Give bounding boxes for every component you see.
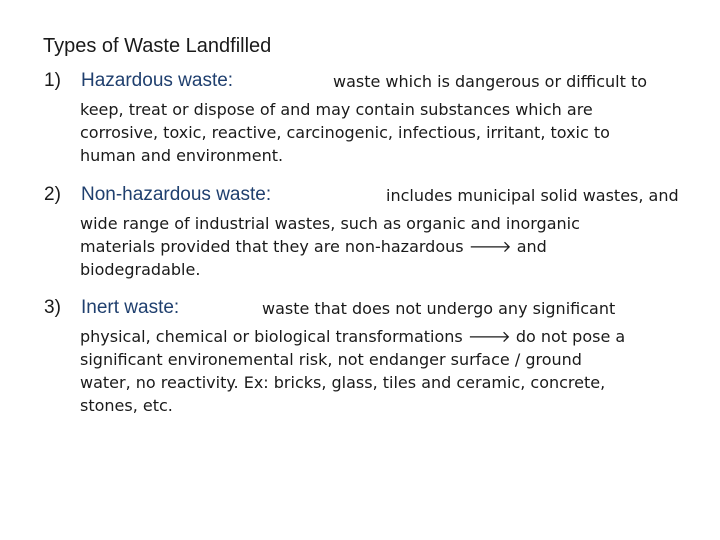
arrow-right-icon: 🡒 (468, 237, 512, 256)
item-term: Hazardous waste: (81, 70, 234, 91)
list-item-non-hazardous-waste (44, 184, 684, 281)
item-body-line-text: physical, chemical or biological transformations (80, 327, 463, 346)
item-body (80, 212, 684, 281)
item-first-line (44, 297, 684, 325)
item-body-line: biodegradable. (80, 260, 201, 279)
item-term: Inert waste: (81, 297, 180, 318)
arrow-right-icon: 🡒 (467, 327, 511, 346)
item-lead-text: includes municipal solid wastes, and (386, 186, 679, 205)
item-body-line: significant environemental risk, not endanger surface / ground (80, 350, 582, 369)
item-body-line-text: materials provided that they are non-hazardous (80, 237, 464, 256)
item-term: Non-hazardous waste: (81, 184, 272, 205)
item-body-line: keep, treat or dispose of and may contain substances which are (80, 100, 593, 119)
item-body-line: corrosive, toxic, reactive, carcinogenic, infectious, irritant, toxic to (80, 123, 610, 142)
item-first-line (44, 184, 684, 212)
item-body-line-text: do not pose a (515, 327, 626, 346)
item-first-line (44, 70, 684, 98)
item-body (80, 325, 684, 417)
item-body-line-text: and (516, 237, 547, 256)
item-number: 3) (44, 297, 61, 318)
item-body-line: water, no reactivity. Ex: bricks, glass, tiles and ceramic, concrete, (80, 373, 606, 392)
item-body (80, 98, 684, 167)
item-body-line (80, 235, 684, 258)
item-body-line: stones, etc. (80, 396, 173, 415)
item-number: 2) (44, 184, 61, 205)
item-lead-text: waste which is dangerous or difficult to (333, 72, 647, 91)
list-item-hazardous-waste (44, 70, 684, 167)
item-lead-text: waste that does not undergo any significant (262, 299, 616, 318)
item-body-line: wide range of industrial wastes, such as organic and inorganic (80, 214, 580, 233)
item-number: 1) (44, 70, 61, 91)
slide-title: Types of Waste Landfilled (43, 35, 272, 57)
item-body-line: human and environment. (80, 146, 284, 165)
list-item-inert-waste (44, 297, 684, 417)
item-body-line (80, 325, 684, 348)
